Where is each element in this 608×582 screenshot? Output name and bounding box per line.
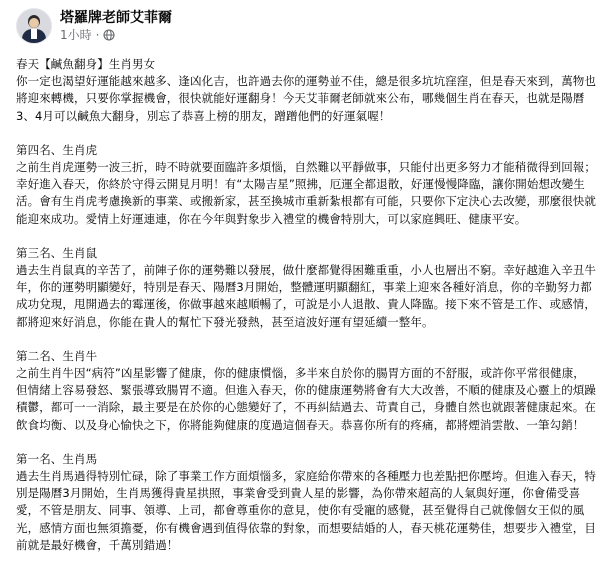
post-intro: 你一定也渴望好運能越來越多、逢凶化吉，也許過去你的運勢並不佳，總是很多坑坑窪窪，但是春天來到，萬物也將迎來轉機，只要你掌握機會，很快就能好運翻身！今天艾菲爾老師就來公布，哪幾個生肖在春天，也就是陽曆3、4月可以鹹魚大翻身，別忘了恭喜上榜的朋友，蹭蹭他們的好運氣喔！ <box>16 74 596 123</box>
post-timestamp[interactable]: 1小時 <box>60 28 92 42</box>
section-body: 之前生肖牛因“病符”凶星影響了健康，你的健康慣惱，多半來自於你的腸胃方面的不舒服，或許你平常很健康，但情緒上容易發怒、緊張導致腸胃不適。但進入春天，你的健康運勢將會有大大改善，不順的健康及心靈上的煩躁積鬱，都可一一消除，最主要是在於你的心態變好了，不再糾結過去、苛責自己，身體自然也就跟著健康起來。在飲食均衡、以及身心愉快之下，你將能夠健康的度過這個春天。恭喜你所有的疼痛，都將煙消雲散、一筆勾銷！ <box>16 366 596 432</box>
post-header <box>16 6 596 46</box>
post-headline: 春天【鹹魚翻身】生肖男女 <box>16 57 156 71</box>
post-content <box>16 56 596 554</box>
post-time-row <box>60 27 172 43</box>
section-title: 第一名、生肖馬 <box>16 451 98 466</box>
section-title: 第二名、生肖牛 <box>16 348 98 363</box>
post-meta <box>60 9 172 43</box>
section-title: 第四名、生肖虎 <box>16 142 98 157</box>
globe-icon <box>103 29 115 41</box>
section-body: 之前生肖虎運勢一波三折，時不時就要面臨許多煩惱，自然難以平靜做事，只能付出更多努力才能稍微得到回報；幸好進入春天，你終於守得云開見月明！有“太陽吉星”照拂，厄運全都退散，好運慢慢降臨，讓你開始想改變生活。會有生肖虎考慮換新的事業、或搬新家，甚至換城市重新紮根都有可能，只要你下定決心去改變，那麼很快就能迎來成功。愛情上好運連連，你在今年與對象步入禮堂的機會特別大，可以家庭興旺、健康平安。 <box>16 160 596 226</box>
avatar[interactable] <box>16 8 52 44</box>
section-body: 過去生肖馬過得特別忙碌，除了事業工作方面煩惱多，家庭給你帶來的各種壓力也差點把你壓垮。但進入春天，特別是陽曆3月開始，生肖馬獲得貴星拱照，事業會受到貴人星的影響，為你帶來超高的人氣與好運，你會備受喜愛，不管是朋友、同事、領導、上司，都會尊重你的意見，使你有受寵的感覺，甚至覺得自己就像個女王似的風光，感情方面也無須擔憂，你有機會遇到值得依靠的對象，而想要結婚的人，春天桃花運勢佳，想要步入禮堂，目前就是最好機會，千萬別錯過！ <box>16 469 596 552</box>
section-body: 過去生肖鼠真的辛苦了，前陣子你的運勢難以發展，做什麼都覺得困難重重，小人也層出不窮。幸好越進入辛丑牛年，你的運勢明顯變好，特別是春天、陽曆3月開始，整體運明顯翻紅，事業上迎來各種好消息，你的辛勤努力都成功兌現，甩開過去的霉運後，你做事越來越順暢了，可說是小人退散、貴人降臨。接下來不管是工作、或感情，都將迎來好消息，你能在貴人的幫忙下發光發熱，甚至這波好運有望延續一整年。 <box>16 263 596 329</box>
separator-dot: · <box>95 28 100 42</box>
section-title: 第三名、生肖鼠 <box>16 245 98 260</box>
page-name[interactable]: 塔羅牌老師艾菲爾 <box>60 10 172 26</box>
